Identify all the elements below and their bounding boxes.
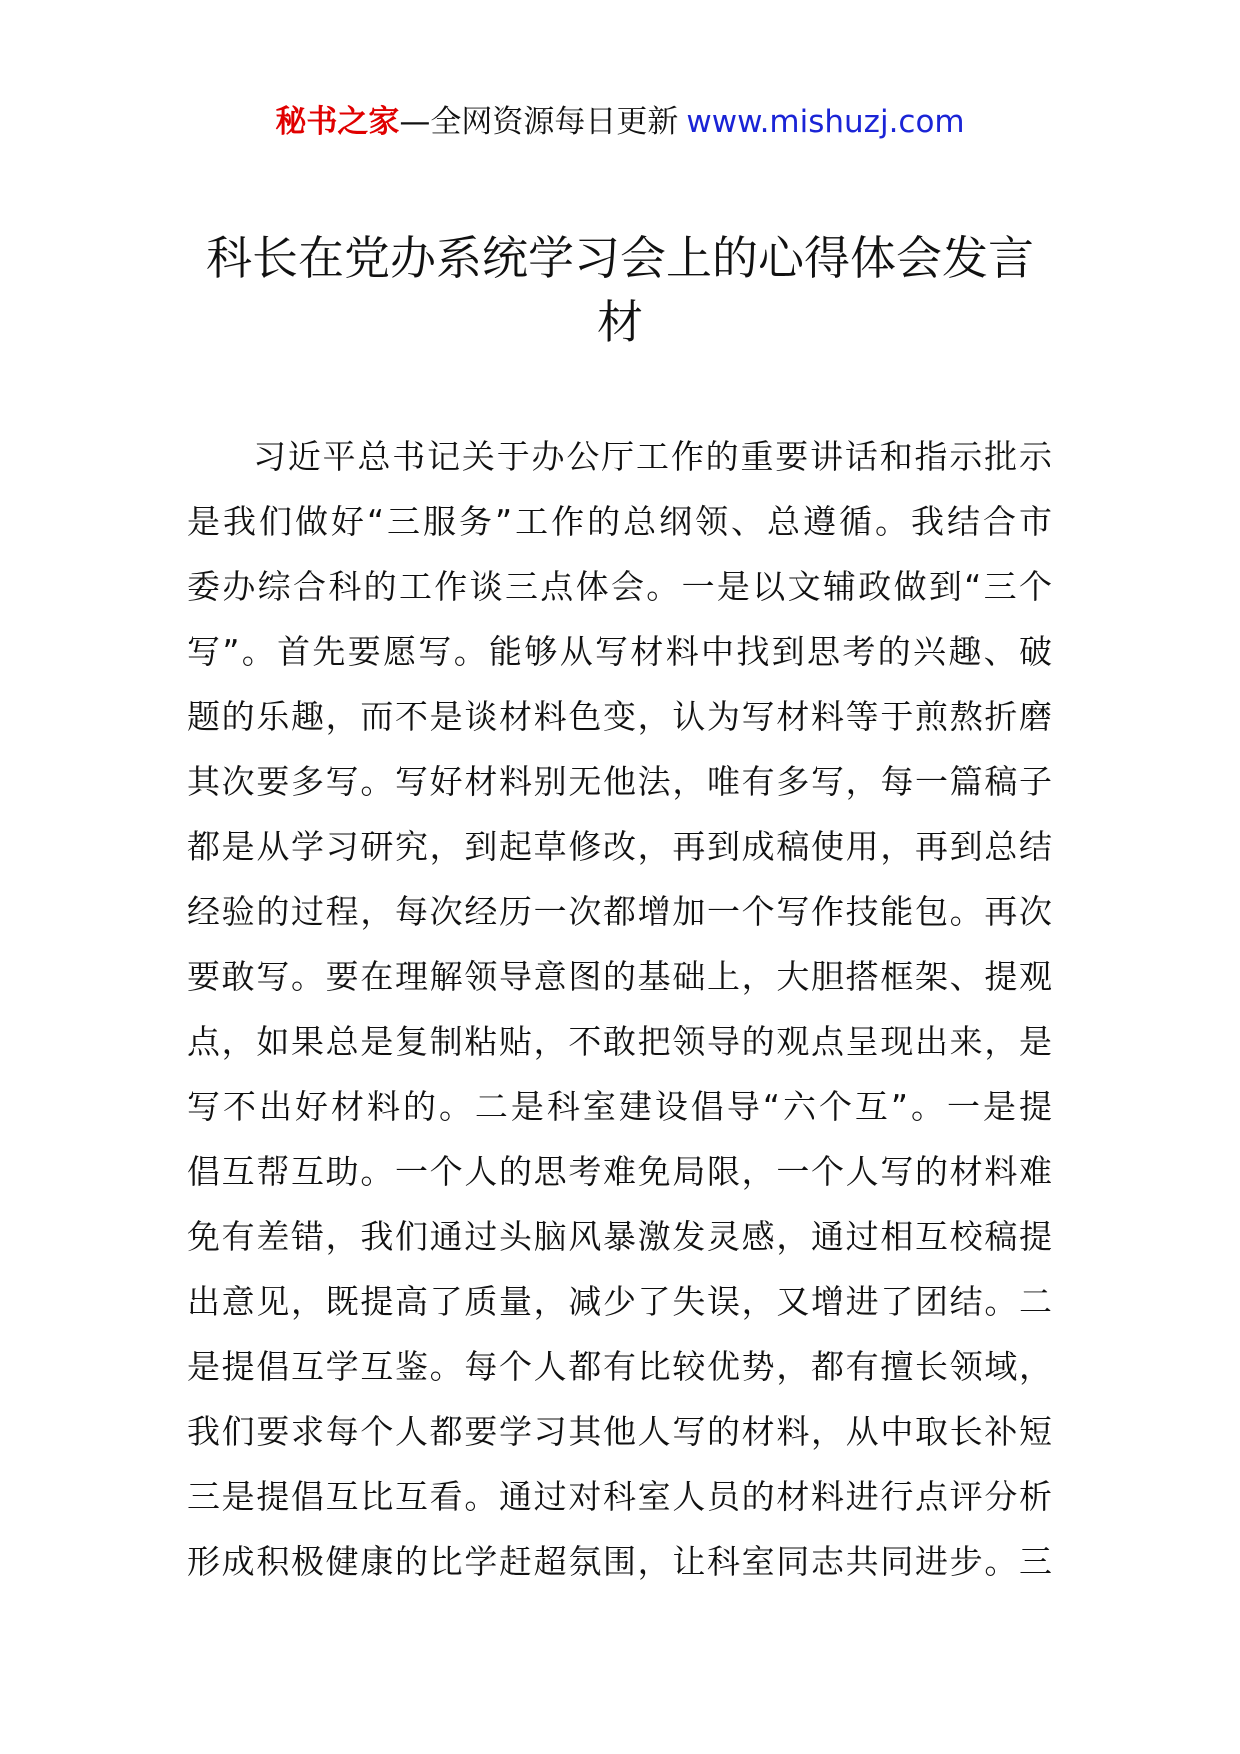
body-line: 其次要多写。写好材料别无他法，唯有多写，每一篇稿子 [187,762,1052,801]
body-line: 是我们做好“三服务”工作的总纲领、总遵循。我结合市 [187,502,1052,541]
brand-name: 秘书之家 [275,104,400,140]
title-line-1: 科长在党办系统学习会上的心得体会发言 [206,231,1034,285]
body-line: 都是从学习研究，到起草修改，再到成稿使用，再到总结 [187,827,1052,866]
title-line-2: 材 [597,295,643,349]
body-line: 免有差错，我们通过头脑风暴激发灵感，通过相互校稿提 [187,1217,1052,1256]
site-url-link[interactable]: www.mishuzj.com [686,104,965,140]
body-line: 习近平总书记关于办公厅工作的重要讲话和指示批示 [253,437,1052,476]
body-line: 三是提倡互比互看。通过对科室人员的材料进行点评分析 [187,1477,1052,1516]
body-line: 委办综合科的工作谈三点体会。一是以文辅政做到“三个 [187,567,1052,606]
body-line: 题的乐趣，而不是谈材料色变，认为写材料等于煎熬折磨 [187,697,1052,736]
document-body [187,424,1052,1594]
body-line: 点，如果总是复制粘贴，不敢把领导的观点呈现出来，是 [187,1022,1052,1061]
body-line: 我们要求每个人都要学习其他人写的材料，从中取长补短 [187,1412,1052,1451]
body-line: 写”。首先要愿写。能够从写材料中找到思考的兴趣、破 [187,632,1052,671]
body-line: 出意见，既提高了质量，减少了失误，又增进了团结。二 [187,1282,1052,1321]
body-line: 经验的过程，每次经历一次都增加一个写作技能包。再次 [187,892,1052,931]
body-line: 要敢写。要在理解领导意图的基础上，大胆搭框架、提观 [187,957,1052,996]
body-line: 写不出好材料的。二是科室建设倡导“六个互”。一是提 [187,1087,1052,1126]
site-header [0,100,1240,144]
header-tagline: —全网资源每日更新 [399,104,679,140]
body-line: 是提倡互学互鉴。每个人都有比较优势，都有擅长领域， [187,1347,1052,1386]
document-title [150,226,1090,354]
body-line: 形成积极健康的比学赶超氛围，让科室同志共同进步。三 [187,1542,1052,1581]
body-line: 倡互帮互助。一个人的思考难免局限，一个人写的材料难 [187,1152,1052,1191]
